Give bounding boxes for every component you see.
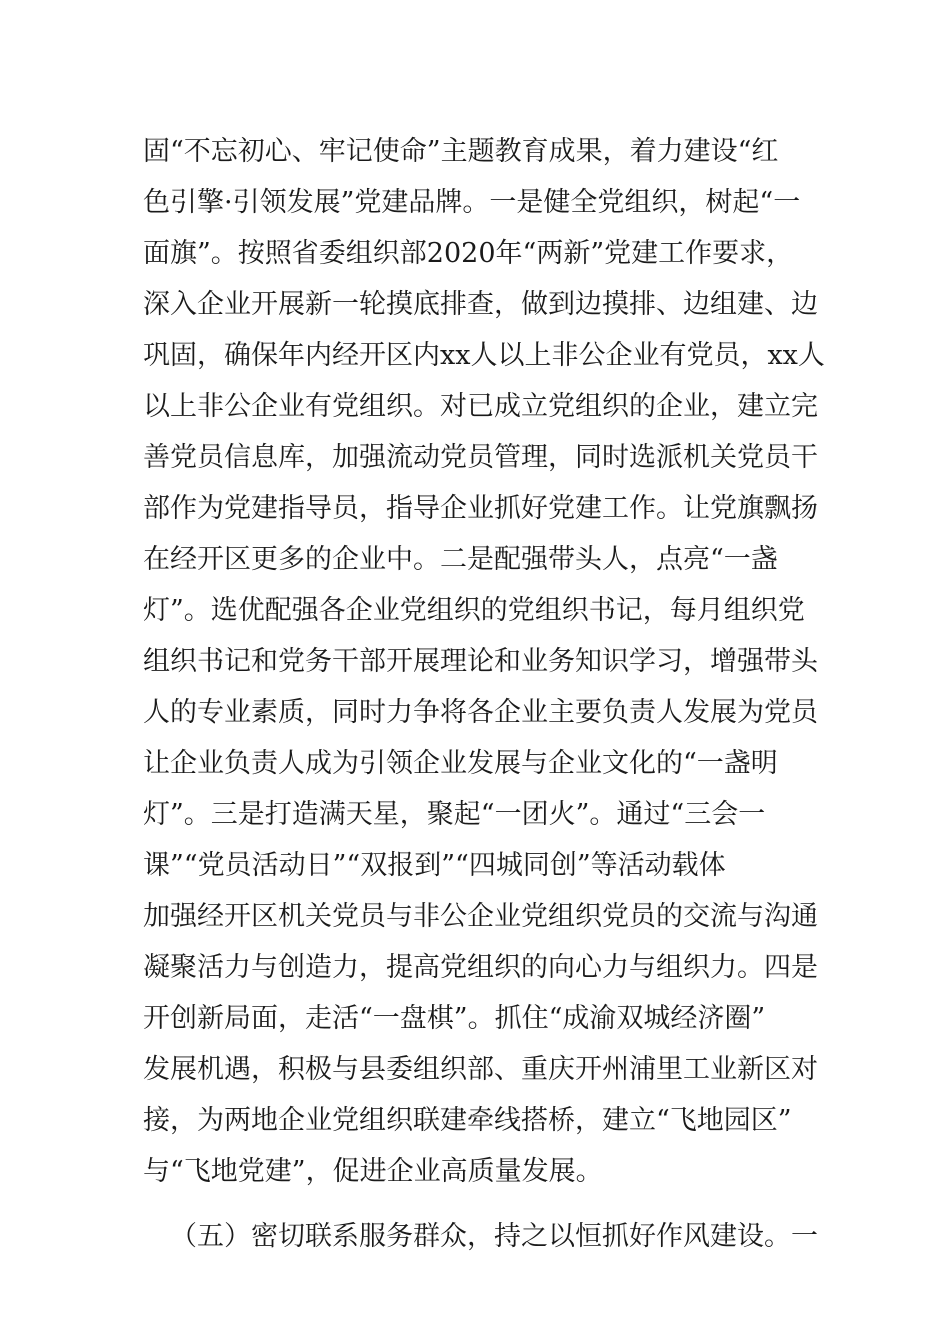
text-line: 凝聚活力与创造力，提高党组织的向心力与组织力。四是 bbox=[143, 952, 818, 983]
text-line: 发展机遇，积极与县委组织部、重庆开州浦里工业新区对 bbox=[143, 1054, 818, 1085]
text-line: 组织书记和党务干部开展理论和业务知识学习，增强带头 bbox=[143, 646, 818, 677]
text-line: 以上非公企业有党组织。对已成立党组织的企业，建立完 bbox=[143, 391, 818, 422]
text-line: 面旗”。按照省委组织部2020年“两新”党建工作要求， bbox=[143, 238, 794, 269]
text-line: 部作为党建指导员，指导企业抓好党建工作。让党旗飘扬 bbox=[143, 493, 818, 524]
text-line: 灯”。选优配强各企业党组织的党组织书记，每月组织党 bbox=[143, 595, 805, 626]
text-line: 加强经开区机关党员与非公企业党组织党员的交流与沟通 bbox=[143, 901, 818, 932]
text-line: 深入企业开展新一轮摸底排查，做到边摸排、边组建、边 bbox=[143, 289, 818, 320]
text-line: 巩固，确保年内经开区内xx人以上非公企业有党员，xx人 bbox=[143, 340, 825, 371]
text-line: 灯”。三是打造满天星，聚起“一团火”。通过“三会一 bbox=[143, 799, 766, 830]
text-line: 课”“党员活动日”“双报到”“四城同创”等活动载体 bbox=[143, 850, 726, 881]
document-body bbox=[143, 126, 823, 1262]
paragraph-heading-line: （五）密切联系服务群众，持之以恒抓好作风建设。一 bbox=[170, 1221, 818, 1252]
text-line: 开创新局面，走活“一盘棋”。抓住“成渝双城经济圈” bbox=[143, 1003, 766, 1034]
text-line: 与“飞地党建”，促进企业高质量发展。 bbox=[143, 1156, 603, 1187]
text-line: 色引擎·引领发展”党建品牌。一是健全党组织，树起“一 bbox=[143, 187, 801, 218]
paragraph-gap bbox=[143, 1197, 823, 1211]
text-line: 人的专业素质，同时力争将各企业主要负责人发展为党员 bbox=[143, 697, 818, 728]
text-line: 在经开区更多的企业中。二是配强带头人，点亮“一盏 bbox=[143, 544, 778, 575]
text-line: 接，为两地企业党组织联建牵线搭桥，建立“飞地园区” bbox=[143, 1105, 792, 1136]
text-line: 让企业负责人成为引领企业发展与企业文化的“一盏明 bbox=[143, 748, 778, 779]
text-line: 固“不忘初心、牢记使命”主题教育成果，着力建设“红 bbox=[143, 136, 779, 167]
text-line: 善党员信息库，加强流动党员管理，同时选派机关党员干 bbox=[143, 442, 818, 473]
